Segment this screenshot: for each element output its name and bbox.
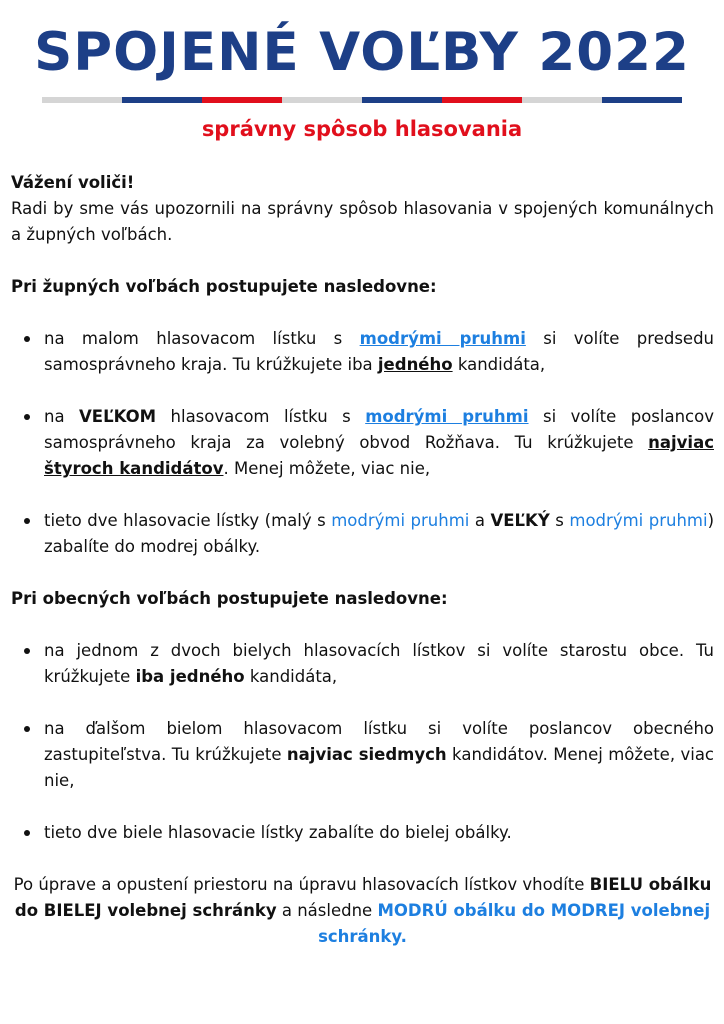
emphasis-text: VEĽKOM [79,407,157,426]
list-item: na VEĽKOM hlasovacom lístku s modrými pruhmi si volíte poslancov samosprávneho kraja za volebný obvod Rožňava. Tu krúžkujete najviac štyroch kandidátov. Menej môžete, viac nie, [11,404,714,482]
emphasis-text: BIELU obálku do BIELEJ volebnej schránky [14,875,712,920]
county-instructions-list [11,326,714,560]
tricolor-stripe [42,97,682,103]
emphasis-text: najviac štyroch kandidátov [44,433,714,478]
stripe-segment [122,97,202,103]
list-item: na ďalšom bielom hlasovacom lístku si volíte poslancov obecného zastupiteľstva. Tu krúžkujete najviac siedmych kandidátov. Menej môžete, viac nie, [11,716,714,794]
stripe-segment [522,97,602,103]
blue-stripes-highlight: modrými pruhmi [359,329,526,348]
emphasis-text: jedného [377,355,453,374]
stripe-segment [282,97,362,103]
stripe-segment [442,97,522,103]
stripe-segment [602,97,682,103]
flyer-content [11,170,714,950]
list-item: tieto dve biele hlasovacie lístky zabalíte do bielej obálky. [11,820,714,846]
intro-paragraph: Radi by sme vás upozornili na správny spôsob hlasovania v spojených komunálnych a župných voľbách. [11,199,714,244]
municipal-elections-heading: Pri obecných voľbách postupujete nasledovne: [11,589,448,608]
list-item: na jednom z dvoch bielych hlasovacích lístkov si volíte starostu obce. Tu krúžkujete iba jedného kandidáta, [11,638,714,690]
emphasis-text: iba jedného [135,667,245,686]
closing-paragraph: Po úprave a opustení priestoru na úpravu hlasovacích lístkov vhodíte BIELU obálku do BIELEJ volebnej schránky a následne MODRÚ obálku do MODREJ volebnej schránky. [13,875,712,946]
blue-emphasis-text: MODRÚ obálku do MODREJ volebnej schránky. [318,901,711,946]
blue-text: modrými pruhmi [331,511,470,530]
municipal-instructions-list [11,638,714,846]
stripe-segment [42,97,122,103]
emphasis-text: najviac siedmych [286,745,447,764]
stripe-segment [362,97,442,103]
blue-text: modrými pruhmi [569,511,708,530]
page-subtitle: správny spôsob hlasovania [201,117,523,141]
greeting: Vážení voliči! [11,173,135,192]
list-item: tieto dve hlasovacie lístky (malý s modrými pruhmi a VEĽKÝ s modrými pruhmi) zabalíte do modrej obálky. [11,508,714,560]
county-elections-heading: Pri župných voľbách postupujete nasledovne: [11,277,437,296]
blue-stripes-highlight: modrými pruhmi [365,407,529,426]
page-title: SPOJENÉ VOĽBY 2022 [34,22,690,83]
list-item: na malom hlasovacom lístku s modrými pruhmi si volíte predsedu samosprávneho kraja. Tu krúžkujete iba jedného kandidáta, [11,326,714,378]
stripe-segment [202,97,282,103]
emphasis-text: VEĽKÝ [490,511,550,530]
